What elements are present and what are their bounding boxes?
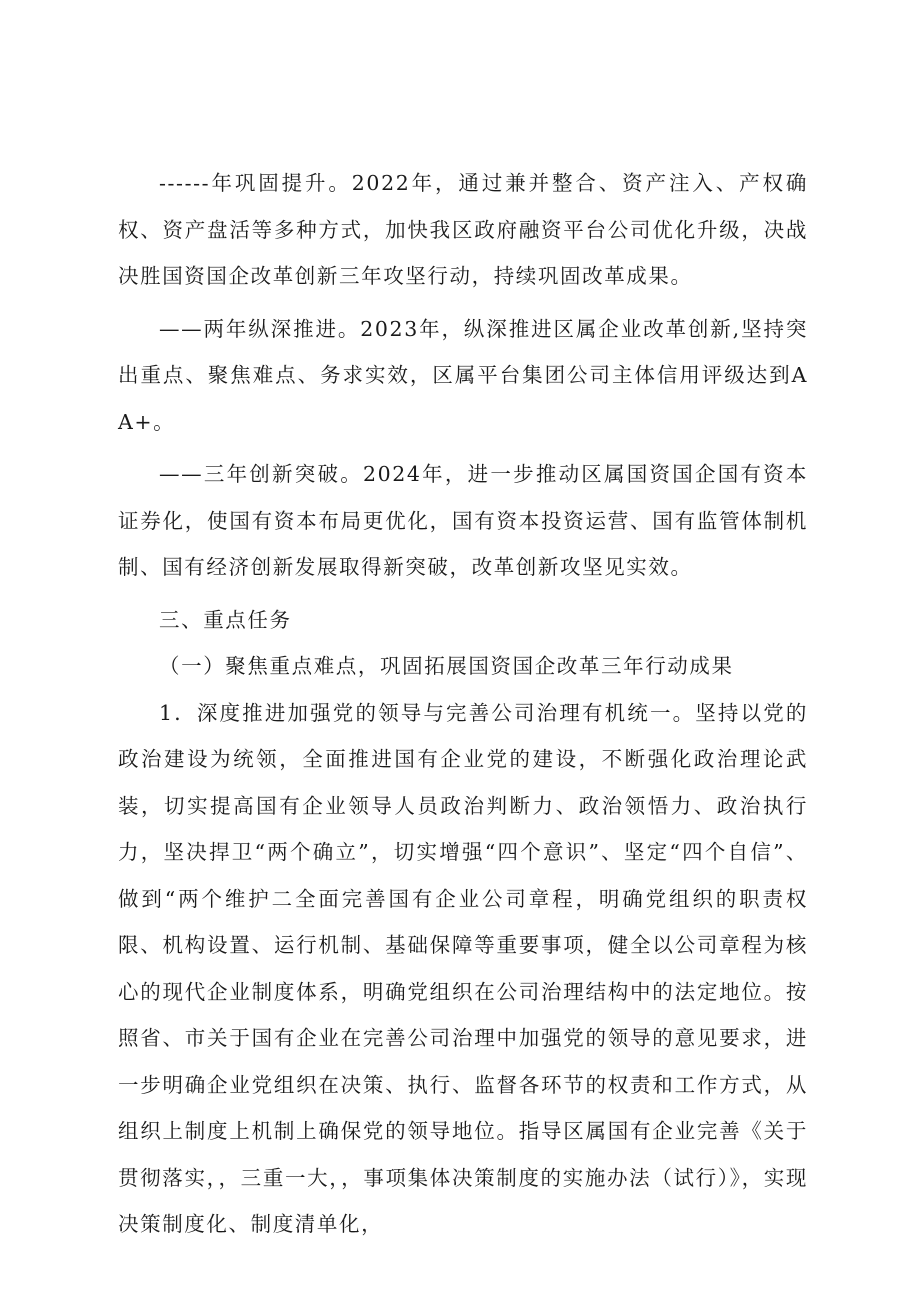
sub-heading: （一）聚焦重点难点，巩固拓展国资国企改革三年行动成果 [159, 654, 734, 678]
paragraph-item-one: 1．深度推进加强党的领导与完善公司治理有机统一。坚持以党的政治建设为统领，全面推进国有企业党的建设，不断强化政治理论武装，切实提高国有企业领导人员政治判断力、政治领悟力、政治执行力，坚决捍卫“两个确立”，切实增强“四个意识”、坚定“四个自信”、做到“两个维护二全面完善国有企业公司章程，明确党组织的职责权限、机构设置、运行机制、基础保障等重要事项，健全以公司章程为核心的现代企业制度体系，明确党组织在公司治理结构中的法定地位。按照省、市关于国有企业在完善公司治理中加强党的领导的意见要求，进一步明确企业党组织在决策、执行、监督各环节的权责和工作方式，从组织上制度上机制上确保党的领导地位。指导区属国有企业完善《关于贯彻落实，，三重一大，，事项集体决策制度的实施办法（试行）》，实现决策制度化、制度清单化， [118, 700, 808, 1236]
paragraph-phase-two: ——两年纵深推进。2023年，纵深推进区属企业改革创新,坚持突出重点、聚焦难点、务求实效，区属平台集团公司主体信用评级达到AA+。 [118, 316, 808, 434]
paragraph-phase-one: ------年巩固提升。2022年，通过兼并整合、资产注入、产权确权、资产盘活等多种方式，加快我区政府融资平台公司优化升级，决战决胜国资国企改革创新三年攻坚行动，持续巩固改革成果。 [118, 171, 808, 288]
section-heading: 三、重点任务 [159, 607, 292, 632]
document-body [118, 160, 808, 1248]
paragraph-phase-three: ——三年创新突破。2024年，进一步推动区属国资国企国有资本证券化，使国有资本布局更优化，国有资本投资运营、国有监管体制机制、国有经济创新发展取得新突破，改革创新攻坚见实效。 [118, 462, 808, 579]
